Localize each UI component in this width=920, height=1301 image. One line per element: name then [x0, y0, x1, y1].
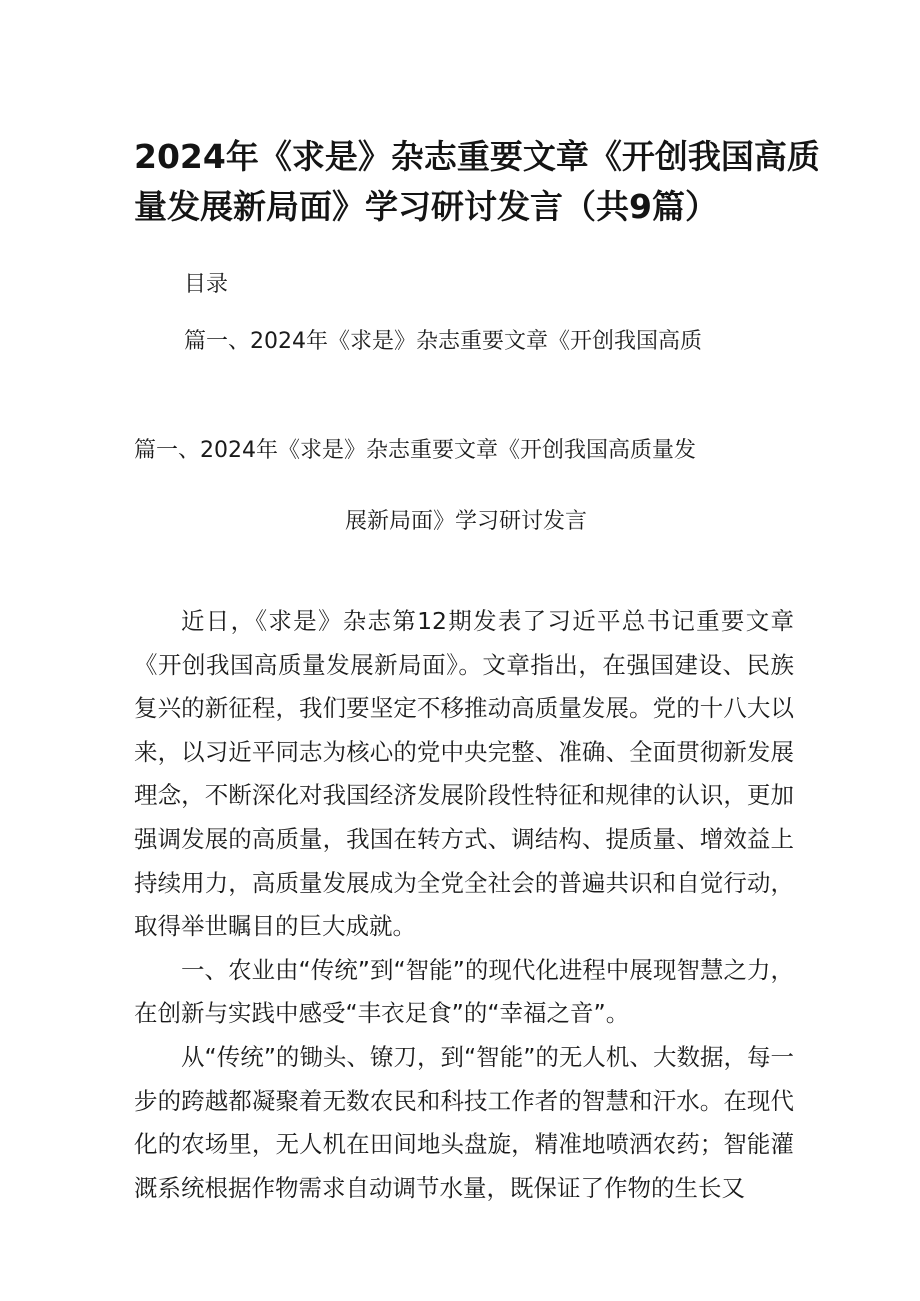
- paragraph-point-one: 一、农业由“传统”到“智能”的现代化进程中展现智慧之力，在创新与实践中感受“丰衣足食”的“幸福之音”。: [134, 955, 794, 1028]
- toc-heading: 目录: [184, 272, 229, 297]
- document-title: [134, 132, 820, 232]
- toc-item-1[interactable]: 篇一、2024年《求是》杂志重要文章《开创我国高质: [184, 329, 702, 354]
- section-heading-line-1: 篇一、2024年《求是》杂志重要文章《开创我国高质量发: [134, 438, 696, 463]
- section-heading: [134, 434, 794, 539]
- section-heading-line-2: 展新局面》学习研讨发言: [345, 509, 588, 534]
- paragraph-intro: 近日，《求是》杂志第12期发表了习近平总书记重要文章《开创我国高质量发展新局面》。文章指出，在强国建设、民族复兴的新征程，我们要坚定不移推动高质量发展。党的十八大以来，以习近平同志为核心的党中央完整、准确、全面贯彻新发展理念，不断深化对我国经济发展阶段性特征和规律的认识，更加强调发展的高质量，我国在转方式、调结构、提质量、增效益上持续用力，高质量发展成为全党全社会的普遍共识和自觉行动，取得举世瞩目的巨大成就。: [134, 607, 794, 941]
- paragraph-detail: 从“传统”的锄头、镣刀，到“智能”的无人机、大数据，每一步的跨越都凝聚着无数农民和科技工作者的智慧和汗水。在现代化的农场里，无人机在田间地头盘旋，精准地喷洒农药；智能灌溉系统根据作物需求自动调节水量，既保证了作物的生长又: [134, 1042, 794, 1202]
- document-title-line-2: 量发展新局面》学习研讨发言（共9篇）: [134, 187, 718, 226]
- document-title-line-1: 2024年《求是》杂志重要文章《开创我国高质: [134, 137, 820, 176]
- body-text: [134, 600, 794, 1210]
